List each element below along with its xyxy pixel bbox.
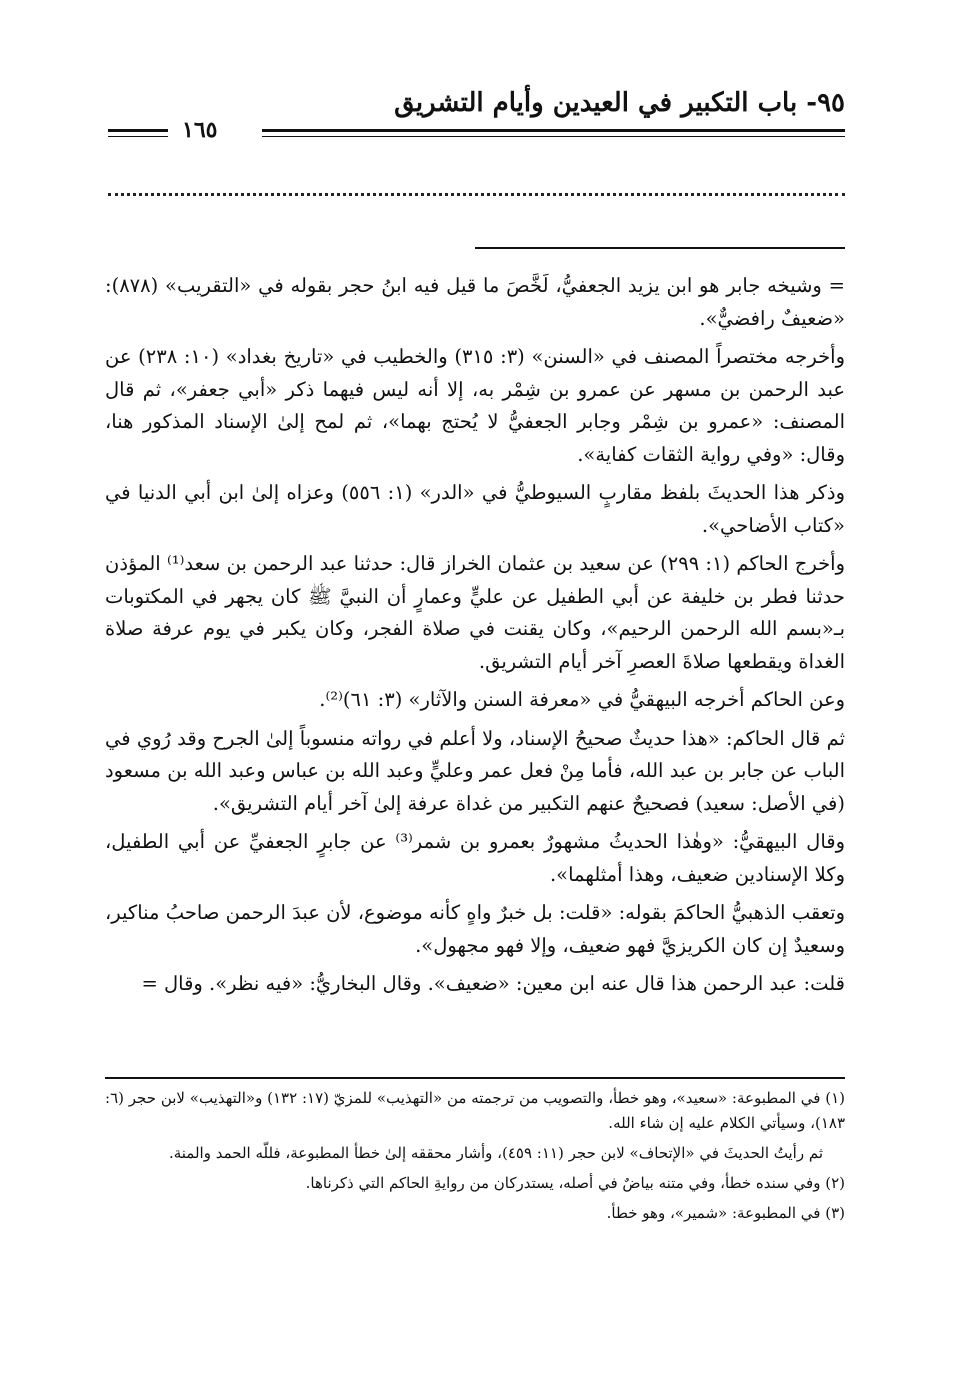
paragraph: ثم قال الحاكم: «هذا حديثٌ صحيحُ الإسناد، ولا أعلم في رواته منسوباً إلىٰ الجرح وقد رُوي في الباب عن جابر بن عبد الله، فأما مِنْ فعل عمر وعليٍّ وعبد الله بن عباس وعبد الله بن مسعود (في الأصل: سعيد) فصحيحٌ عنهم التكبير من غداة عرفة إلىٰ آخر أيام التشريق». — [105, 726, 845, 815]
paragraph: قلت: عبد الرحمن هذا قال عنه ابن معين: «ضعيف». وقال البخاريُّ: «فيه نظر». وقال = — [141, 972, 845, 995]
footnote-1-continued: ثم رأيتُ الحديثَ في «الإتحاف» لابن حجر (١١: ٤٥٩)، وأشار محققه إلىٰ خطأ المطبوعة، فللّه الحمد والمنة. — [168, 1144, 823, 1162]
paragraph: = وشيخه جابر هو ابن يزيد الجعفيُّ، لَخَّصَ ما قيل فيه ابنُ حجر بقوله في «التقريب» (٨٧٨): «ضعيفٌ رافضيٌّ». — [105, 274, 845, 330]
footnotes — [105, 1086, 845, 1231]
dotted-divider — [108, 193, 845, 196]
paragraph: وأخرجه مختصراً المصنف في «السنن» (٣: ٣١٥) والخطيب في «تاريخ بغداد» (١٠: ٢٣٨) عن عبد الرحمن بن مسهر عن عمرو بن شِمْر به، إلا أنه ليس فيهما ذكر «أبي جعفر»، ثم قال المصنف: «عمرو بن شِمْر وجابر الجعفيُّ لا يُحتج بهما»، ثم لمح إلىٰ الإسناد المذكور هنا، وقال: «وفي رواية الثقات كفاية». — [105, 345, 845, 466]
chapter-title: ٩٥- باب التكبير في العيدين وأيام التشريق — [394, 88, 845, 118]
footnote-rule — [105, 1077, 845, 1079]
header-rule — [262, 129, 845, 137]
paragraph: وعن الحاكم أخرجه البيهقيُّ في «معرفة السنن والآثار» (٣: ٦١)⁽²⁾. — [319, 688, 845, 711]
continuation-rule — [475, 247, 845, 249]
footnote-3: (٣) في المطبوعة: «شمير»، وهو خطأ. — [606, 1204, 845, 1222]
paragraph: وأخرج الحاكم (١: ٢٩٩) عن سعيد بن عثمان الخراز قال: حدثنا عبد الرحمن بن سعد⁽¹⁾ المؤذن حدثنا فطر بن خليفة عن أبي الطفيل عن عليٍّ وعمارٍ أن النبيَّ ﷺ كان يجهر في المكتوبات بـ«بسم الله الرحمن الرحيم»، وكان يقنت في صلاة الفجر، وكان يكبر في يوم عرفة صلاة الغداة ويقطعها صلاةَ العصرِ آخر أيام التشريق. — [105, 552, 845, 673]
footnote-1: (١) في المطبوعة: «سعيد»، وهو خطأ، والتصويب من ترجمته من «التهذيب» للمزيّ (١٧: ١٣٢) و«التهذيب» لابن حجر (٦: ١٨٣)، وسيأتي الكلام عليه إن شاء الله. — [105, 1089, 845, 1132]
footnote-2: (٢) وفي سنده خطأ، وفي متنه بياضٌ في أصله، يستدركان من روايةِ الحاكم التي ذكرناها. — [305, 1174, 845, 1192]
paragraph: وتعقب الذهبيُّ الحاكمَ بقوله: «قلت: بل خبرٌ واهٍ كأنه موضوع، لأن عبدَ الرحمن صاحبُ مناكير، وسعيدٌ إن كان الكريزيَّ فهو ضعيف، وإلا فهو مجهول». — [105, 901, 845, 957]
paragraph: وذكر هذا الحديثَ بلفظ مقاربٍ السيوطيُّ في «الدر» (١: ٥٥٦) وعزاه إلىٰ ابن أبي الدنيا في «كتاب الأضاحي». — [105, 481, 845, 537]
page-number: ١٦٥ — [182, 117, 218, 143]
main-text — [105, 270, 845, 1007]
paragraph: وقال البيهقيُّ: «وهٰذا الحديثُ مشهورٌ بعمرو بن شمر⁽³⁾ عن جابرٍ الجعفيِّ عن أبي الطفيل، وكلا الإسنادين ضعيف، وهذا أمثلهما». — [105, 830, 846, 886]
page-number-rule — [108, 129, 168, 137]
